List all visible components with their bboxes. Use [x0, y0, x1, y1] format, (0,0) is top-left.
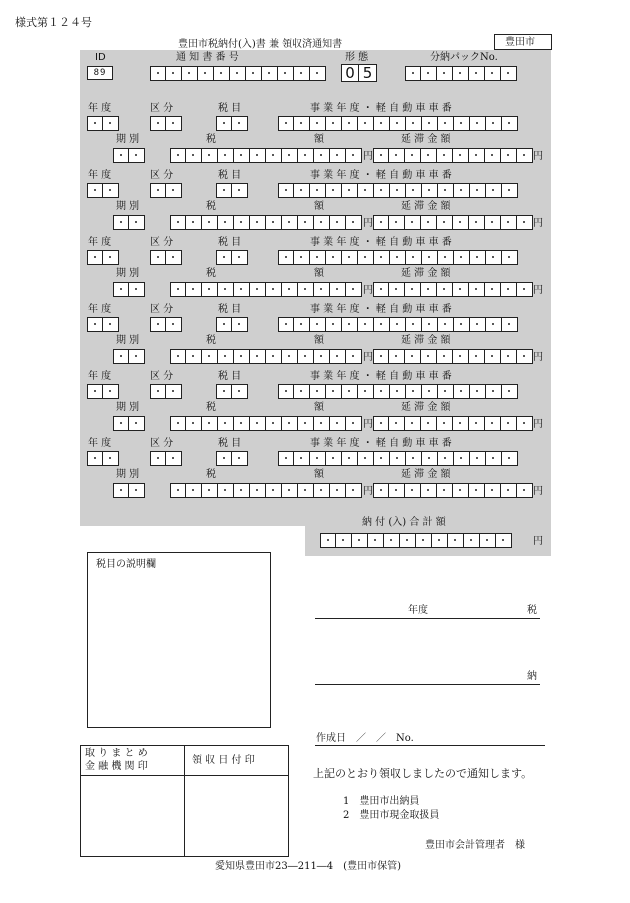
- late-fee-boxes: [373, 416, 533, 431]
- tax-yen: 円: [363, 352, 373, 363]
- fiscal-year-plate-label: 事 業 年 度 ・ 軽 自 動 車 車 番: [310, 371, 452, 382]
- category-boxes: [150, 384, 182, 399]
- form-type-digit-2: 5: [362, 64, 373, 82]
- created-line: 作成日 ／ ／ No.: [316, 733, 414, 744]
- year-label: 年 度: [88, 438, 112, 449]
- id-value-box: [87, 66, 113, 80]
- tax-item-boxes: [216, 384, 248, 399]
- fiscal-year-plate-label: 事 業 年 度 ・ 軽 自 動 車 車 番: [310, 237, 452, 248]
- explanation-label: 税目の説明欄: [96, 559, 156, 570]
- installment-label: 期 別: [116, 402, 140, 413]
- installment-label: 期 別: [116, 134, 140, 145]
- late-fee-label: 延 滞 金 額: [401, 335, 451, 346]
- tax-yen: 円: [363, 486, 373, 497]
- total-boxes: [320, 533, 512, 548]
- notice-number-boxes: [150, 66, 326, 81]
- tax-amount-label-left: 税: [206, 402, 216, 413]
- notice-number-label: 通 知 書 番 号: [176, 52, 239, 63]
- category-boxes: [150, 451, 182, 466]
- pack-number-label: 分納パックNo.: [430, 52, 498, 63]
- document-title: 豊田市税納付(入)書 兼 領収済通知書: [178, 39, 343, 50]
- tax-yen: 円: [363, 285, 373, 296]
- tax-amount-label-left: 税: [206, 335, 216, 346]
- installment-boxes: [113, 215, 145, 230]
- tax-amount-label-right: 額: [314, 402, 324, 413]
- receipt-line-1: [315, 618, 540, 619]
- receipt-pay-suffix: 納: [527, 671, 537, 682]
- fiscal-year-plate-boxes: [278, 183, 518, 198]
- late-fee-yen: 円: [533, 151, 543, 162]
- late-fee-yen: 円: [533, 352, 543, 363]
- tax-item-label: 税 目: [218, 237, 242, 248]
- category-label: 区 分: [150, 304, 174, 315]
- fiscal-year-plate-boxes: [278, 451, 518, 466]
- form-number: 様式第１２４号: [15, 16, 92, 29]
- installment-boxes: [113, 483, 145, 498]
- tax-item-boxes: [216, 183, 248, 198]
- id-label: ID: [95, 52, 106, 63]
- form-type-label: 形 態: [345, 52, 369, 63]
- year-label: 年 度: [88, 371, 112, 382]
- installment-boxes: [113, 148, 145, 163]
- fiscal-year-plate-boxes: [278, 250, 518, 265]
- pack-number-boxes: [405, 66, 517, 81]
- fiscal-year-plate-label: 事 業 年 度 ・ 軽 自 動 車 車 番: [310, 438, 452, 449]
- year-label: 年 度: [88, 103, 112, 114]
- tax-item-label: 税 目: [218, 170, 242, 181]
- late-fee-label: 延 滞 金 額: [401, 402, 451, 413]
- tax-amount-label-left: 税: [206, 268, 216, 279]
- year-boxes: [87, 451, 119, 466]
- tax-amount-boxes: [170, 416, 362, 431]
- tax-item-label: 税 目: [218, 304, 242, 315]
- installment-boxes: [113, 416, 145, 431]
- tax-yen: 円: [363, 419, 373, 430]
- id-value: 89: [93, 68, 107, 78]
- footer-address: 愛知県豊田市23―211―4 (豊田市保管): [215, 861, 401, 872]
- late-fee-boxes: [373, 349, 533, 364]
- category-label: 区 分: [150, 371, 174, 382]
- created-underline: [315, 745, 545, 746]
- late-fee-yen: 円: [533, 419, 543, 430]
- recipient-1: 1 豊田市出納員: [343, 796, 420, 807]
- tax-item-boxes: [216, 250, 248, 265]
- category-boxes: [150, 250, 182, 265]
- fiscal-year-plate-boxes: [278, 384, 518, 399]
- fiscal-year-plate-label: 事 業 年 度 ・ 軽 自 動 車 車 番: [310, 103, 452, 114]
- tax-item-boxes: [216, 317, 248, 332]
- receipt-tax-suffix: 税: [527, 605, 537, 616]
- tax-amount-boxes: [170, 282, 362, 297]
- late-fee-boxes: [373, 215, 533, 230]
- year-boxes: [87, 116, 119, 131]
- late-fee-label: 延 滞 金 額: [401, 134, 451, 145]
- year-boxes: [87, 183, 119, 198]
- fiscal-year-plate-boxes: [278, 116, 518, 131]
- installment-label: 期 別: [116, 201, 140, 212]
- late-fee-label: 延 滞 金 額: [401, 268, 451, 279]
- tax-amount-boxes: [170, 349, 362, 364]
- notice-text: 上記のとおり領収しましたので通知します。: [313, 767, 533, 780]
- stamp-left-line1: 取 り ま と め: [85, 748, 148, 759]
- category-label: 区 分: [150, 237, 174, 248]
- explanation-box: [87, 552, 271, 728]
- receipt-year-label: 年度: [408, 605, 428, 616]
- installment-label: 期 別: [116, 469, 140, 480]
- tax-yen: 円: [363, 151, 373, 162]
- late-fee-yen: 円: [533, 218, 543, 229]
- fiscal-year-plate-label: 事 業 年 度 ・ 軽 自 動 車 車 番: [310, 170, 452, 181]
- year-boxes: [87, 384, 119, 399]
- category-label: 区 分: [150, 103, 174, 114]
- year-label: 年 度: [88, 170, 112, 181]
- tax-amount-label-right: 額: [314, 335, 324, 346]
- late-fee-boxes: [373, 483, 533, 498]
- recipient-2: 2 豊田市現金取扱員: [343, 810, 440, 821]
- stamp-header-line: [80, 775, 289, 776]
- tax-amount-label-right: 額: [314, 134, 324, 145]
- form-type-digit-1: 0: [342, 65, 359, 81]
- tax-amount-boxes: [170, 215, 362, 230]
- category-label: 区 分: [150, 170, 174, 181]
- tax-amount-label-left: 税: [206, 201, 216, 212]
- stamp-left-line2: 金 融 機 関 印: [85, 761, 148, 772]
- late-fee-boxes: [373, 148, 533, 163]
- tax-amount-label-right: 額: [314, 268, 324, 279]
- tax-amount-boxes: [170, 148, 362, 163]
- fiscal-year-plate-boxes: [278, 317, 518, 332]
- city-badge-label: 豊田市: [505, 37, 535, 48]
- installment-boxes: [113, 349, 145, 364]
- tax-amount-label-left: 税: [206, 469, 216, 480]
- total-label: 納 付 (入) 合 計 額: [362, 517, 446, 528]
- late-fee-boxes: [373, 282, 533, 297]
- total-yen: 円: [533, 536, 543, 547]
- installment-boxes: [113, 282, 145, 297]
- year-boxes: [87, 250, 119, 265]
- late-fee-yen: 円: [533, 486, 543, 497]
- year-label: 年 度: [88, 237, 112, 248]
- late-fee-label: 延 滞 金 額: [401, 201, 451, 212]
- addressee: 豊田市会計管理者 様: [425, 840, 525, 851]
- tax-amount-label-right: 額: [314, 469, 324, 480]
- receipt-line-2: [315, 684, 540, 685]
- tax-item-label: 税 目: [218, 371, 242, 382]
- form-type-value: [341, 64, 377, 82]
- tax-item-label: 税 目: [218, 438, 242, 449]
- installment-label: 期 別: [116, 335, 140, 346]
- tax-yen: 円: [363, 218, 373, 229]
- tax-item-boxes: [216, 451, 248, 466]
- category-label: 区 分: [150, 438, 174, 449]
- year-boxes: [87, 317, 119, 332]
- installment-label: 期 別: [116, 268, 140, 279]
- stamp-divider: [184, 745, 185, 857]
- late-fee-yen: 円: [533, 285, 543, 296]
- tax-item-boxes: [216, 116, 248, 131]
- year-label: 年 度: [88, 304, 112, 315]
- category-boxes: [150, 116, 182, 131]
- tax-amount-label-left: 税: [206, 134, 216, 145]
- category-boxes: [150, 317, 182, 332]
- stamp-right-label: 領 収 日 付 印: [192, 755, 255, 766]
- tax-amount-label-right: 額: [314, 201, 324, 212]
- fiscal-year-plate-label: 事 業 年 度 ・ 軽 自 動 車 車 番: [310, 304, 452, 315]
- tax-item-label: 税 目: [218, 103, 242, 114]
- tax-amount-boxes: [170, 483, 362, 498]
- category-boxes: [150, 183, 182, 198]
- city-badge: [494, 34, 552, 50]
- late-fee-label: 延 滞 金 額: [401, 469, 451, 480]
